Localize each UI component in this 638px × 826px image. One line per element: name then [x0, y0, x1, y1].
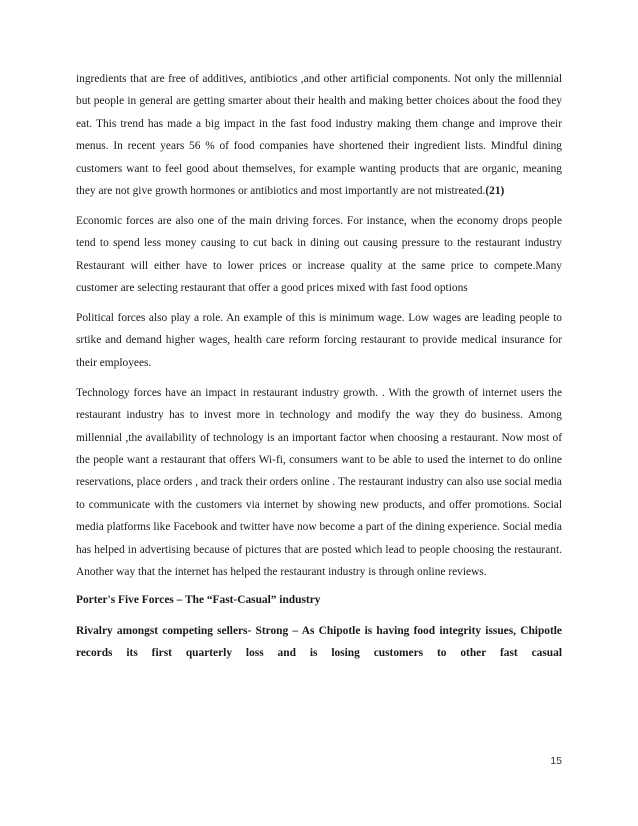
page-body	[76, 68, 562, 665]
paragraph-economic-forces	[76, 210, 562, 300]
paragraph-technology-forces	[76, 382, 562, 584]
paragraph-text: Political forces also play a role. An example of this is minimum wage. Low wages are leading people to srtike and demand higher wages, health care reform forcing restaurant to provide medical insurance for their employees.	[76, 312, 562, 369]
paragraph-text: Economic forces are also one of the main driving forces. For instance, when the economy drops people tend to spend less money causing to cut back in dining out causing pressure to the restaurant industry Restaurant will either have to lower prices or increase quality at the same price to compete.Many customer are selecting restaurant that offer a good prices mixed with fast food options	[76, 214, 562, 295]
citation: (21)	[485, 185, 505, 198]
paragraph-political-forces	[76, 307, 562, 374]
paragraph-text: Technology forces have an impact in restaurant industry growth. . With the growth of internet users the restaurant industry has to invest more in technology and modify the way they do business. Among millennial ,the availability of technology is an important factor when choosing a restaurant. Now most of the people want a restaurant that offers Wi-fi, consumers want to be able to used the internet to do online reservations, place orders , and track their orders online . The restaurant industry can also use social media to communicate with the customers via internet by showing new products, and offer promotions. Social media platforms like Facebook and twitter have now become a part of the dining experience. Social media has helped in advertising because of pictures that are posted which lead to people choosing the restaurant. Another way that the internet has helped the restaurant industry is through online reviews.	[76, 386, 562, 579]
paragraph-text: ingredients that are free of additives, antibiotics ,and other artificial components. Not only the millennial but people in general are getting smarter about their health and making better choices about the food they eat. This trend has made a big impact in the fast food industry making them change and improve their menus. In recent years 56 % of food companies have shortened their ingredient lists. Mindful dining customers want to feel good about themselves, for example wanting products that are organic, meaning they are not give growth hormones or antibiotics and most importantly are not mistreated.	[76, 73, 562, 198]
paragraph-consumer-health	[76, 68, 562, 202]
section-heading: Porter's Five Forces – The “Fast-Casual” industry	[76, 594, 321, 607]
page-number: 15	[550, 755, 562, 767]
paragraph-rivalry: Rivalry amongst competing sellers- Strong – As Chipotle is having food integrity issues, Chipotle records its first quarterly loss and is losing customers to other fast casual	[76, 624, 562, 660]
